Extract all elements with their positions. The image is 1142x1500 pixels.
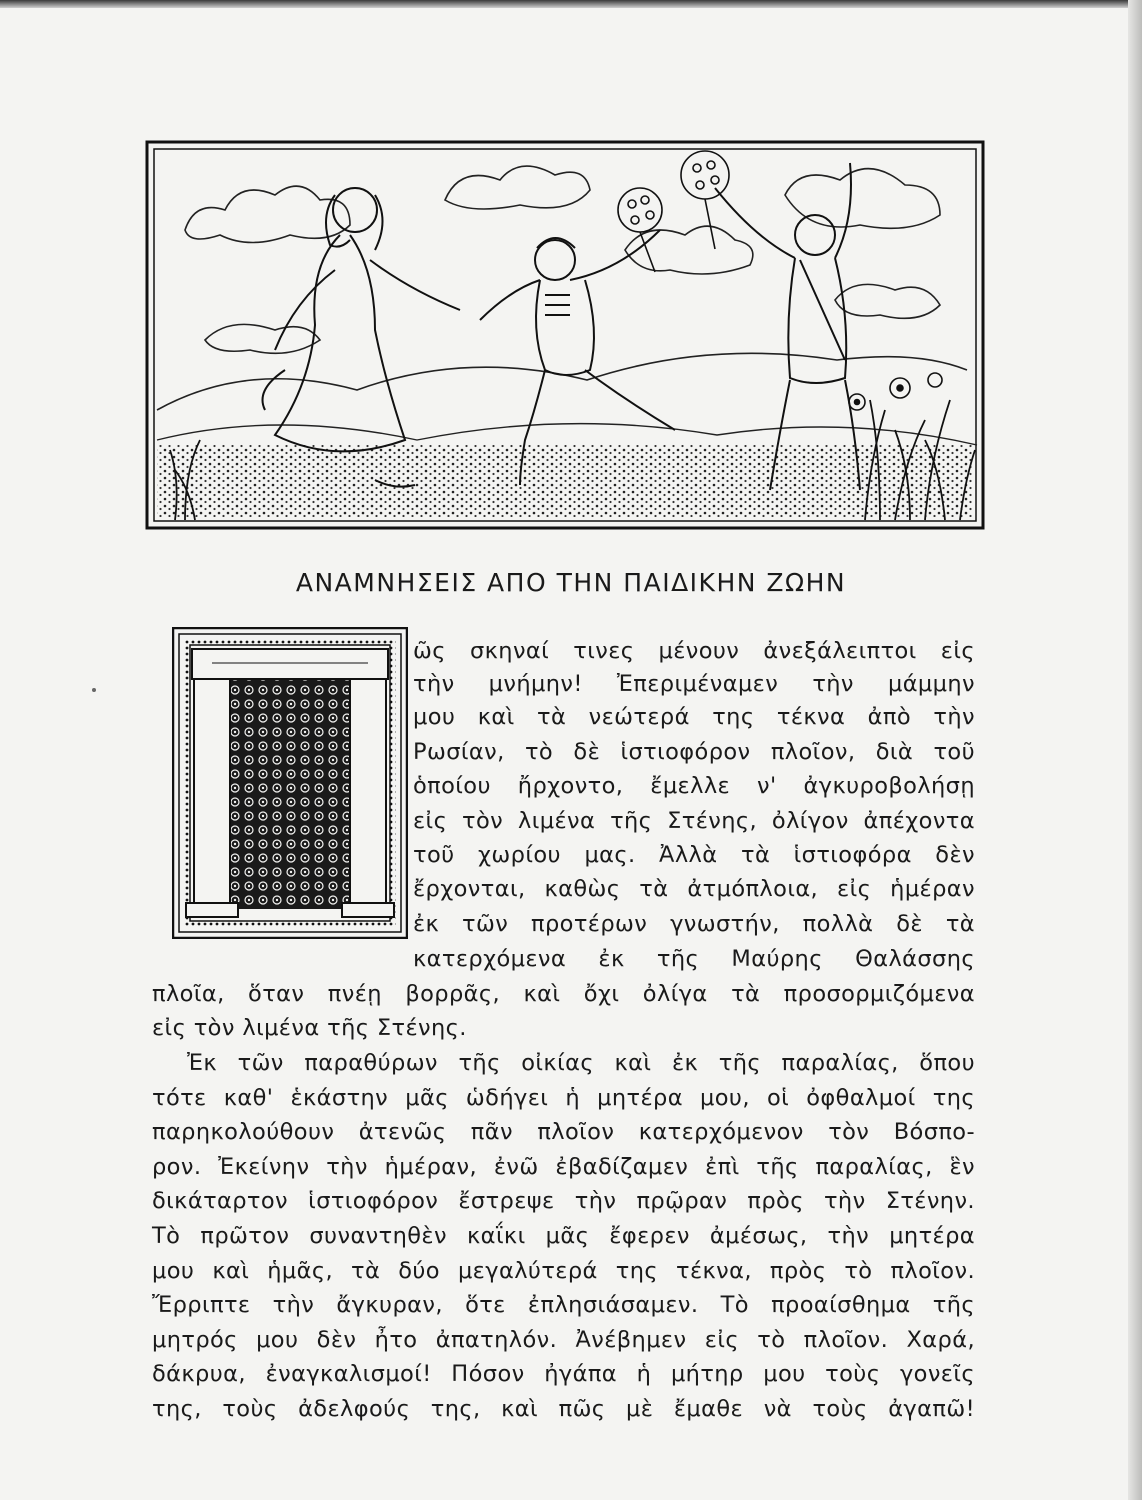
drop-cap-icon — [172, 627, 408, 939]
text-line: μου καὶ τὰ νεώτερά της τέκνα ἀπὸ τὴν — [413, 704, 975, 730]
text-line: της, τοὺς ἀδελφούς της, καὶ πῶς μὲ ἔμαθε νὰ τοὺς ἀγαπῶ! — [152, 1396, 975, 1422]
children-dancing-illustration — [145, 140, 985, 530]
text-line: Ἐκ τῶν παραθύρων τῆς οἰκίας καὶ ἐκ τῆς παραλίας, ὅπου — [187, 1050, 975, 1076]
clouds — [185, 166, 940, 353]
text-line: πλοῖα, ὅταν πνέῃ βορρᾶς, καὶ ὄχι ὀλίγα τὰ προσορμιζόμενα — [152, 981, 975, 1007]
text-line: ἔρχονται, καθὼς τὰ ἀτμόπλοια, εἰς ἡμέραν — [413, 876, 975, 902]
text-line: κατερχόμενα ἐκ τῆς Μαύρης Θαλάσσης — [413, 946, 975, 972]
text-line: δάκρυα, ἐναγκαλισμοί! Πόσον ἠγάπα ἡ μήτηρ μου τοὺς γονεῖς — [152, 1361, 975, 1387]
text-line: ὁποίου ἤρχοντο, ἔμελλε ν' ἀγκυροβολήσῃ — [413, 773, 975, 799]
illustration-svg — [145, 140, 985, 530]
text-line: Τὸ πρῶτον συναντηθὲν καΐκι μᾶς ἔφερεν ἀμέσως, τὴν μητέρα — [152, 1223, 975, 1249]
speck — [92, 688, 96, 692]
text-line: εἰς τὸν λιμένα τῆς Στένης, ὀλίγον ἀπέχοντα — [413, 808, 975, 834]
ornamental-drop-cap — [172, 627, 408, 939]
text-line: δικάταρτον ἱστιοφόρον ἔστρεψε τὴν πρῷραν πρὸς τὴν Στένην. — [152, 1188, 975, 1214]
text-line: εἰς τὸν λιμένα τῆς Στένης. — [152, 1015, 467, 1041]
text-line: ρον. Ἐκείνην τὴν ἡμέραν, ἐνῶ ἐβαδίζαμεν ἐπὶ τῆς παραλίας, ἓν — [152, 1154, 975, 1180]
text-line: τότε καθ' ἑκάστην μᾶς ὡδήγει ἡ μητέρα μου, οἱ ὀφθαλμοί της — [152, 1085, 975, 1111]
ground-texture — [157, 445, 973, 517]
woman-figure — [263, 188, 461, 487]
text-line: παρηκολούθουν ἀτενῶς πᾶν πλοῖον κατερχόμενον τὸν Βόσπο- — [152, 1119, 975, 1145]
text-line: Ρωσίαν, τὸ δὲ ἱστιοφόρον πλοῖον, διὰ τοῦ — [413, 739, 975, 765]
chapter-title: ΑΝΑΜΝΗΣΕΙΣ ΑΠΟ ΤΗΝ ΠΑΙΔΙΚΗΝ ΖΩΗΝ — [295, 568, 847, 597]
text-line: τὴν μνήμην! Ἐπεριμέναμεν τὴν μάμμην — [413, 671, 975, 697]
text-line: μητρός μου δὲν ἦτο ἀπατηλόν. Ἀνέβημεν εἰς τὸ πλοῖον. Χαρά, — [152, 1327, 975, 1353]
text-line: τοῦ χωρίου μας. Ἀλλὰ τὰ ἱστιοφόρα δὲν — [413, 842, 975, 868]
text-line: ἐκ τῶν προτέρων γνωστήν, πολλὰ δὲ τὰ — [413, 911, 975, 937]
page-top-edge — [0, 0, 1142, 8]
page-binding-edge — [1128, 0, 1142, 1500]
boy-back-figure — [715, 163, 860, 490]
text-line: Ἔρριπτε τὴν ἄγκυραν, ὅτε ἐπλησιάσαμεν. Τὸ προαίσθημα τῆς — [152, 1292, 975, 1318]
text-line: ῶς σκηναί τινες μένουν ἀνεξάλειπτοι εἰς — [413, 638, 975, 664]
text-line: μου καὶ ἡμᾶς, τὰ δύο μεγαλύτερά της τέκνα, πρὸς τὸ πλοῖον. — [152, 1258, 975, 1284]
